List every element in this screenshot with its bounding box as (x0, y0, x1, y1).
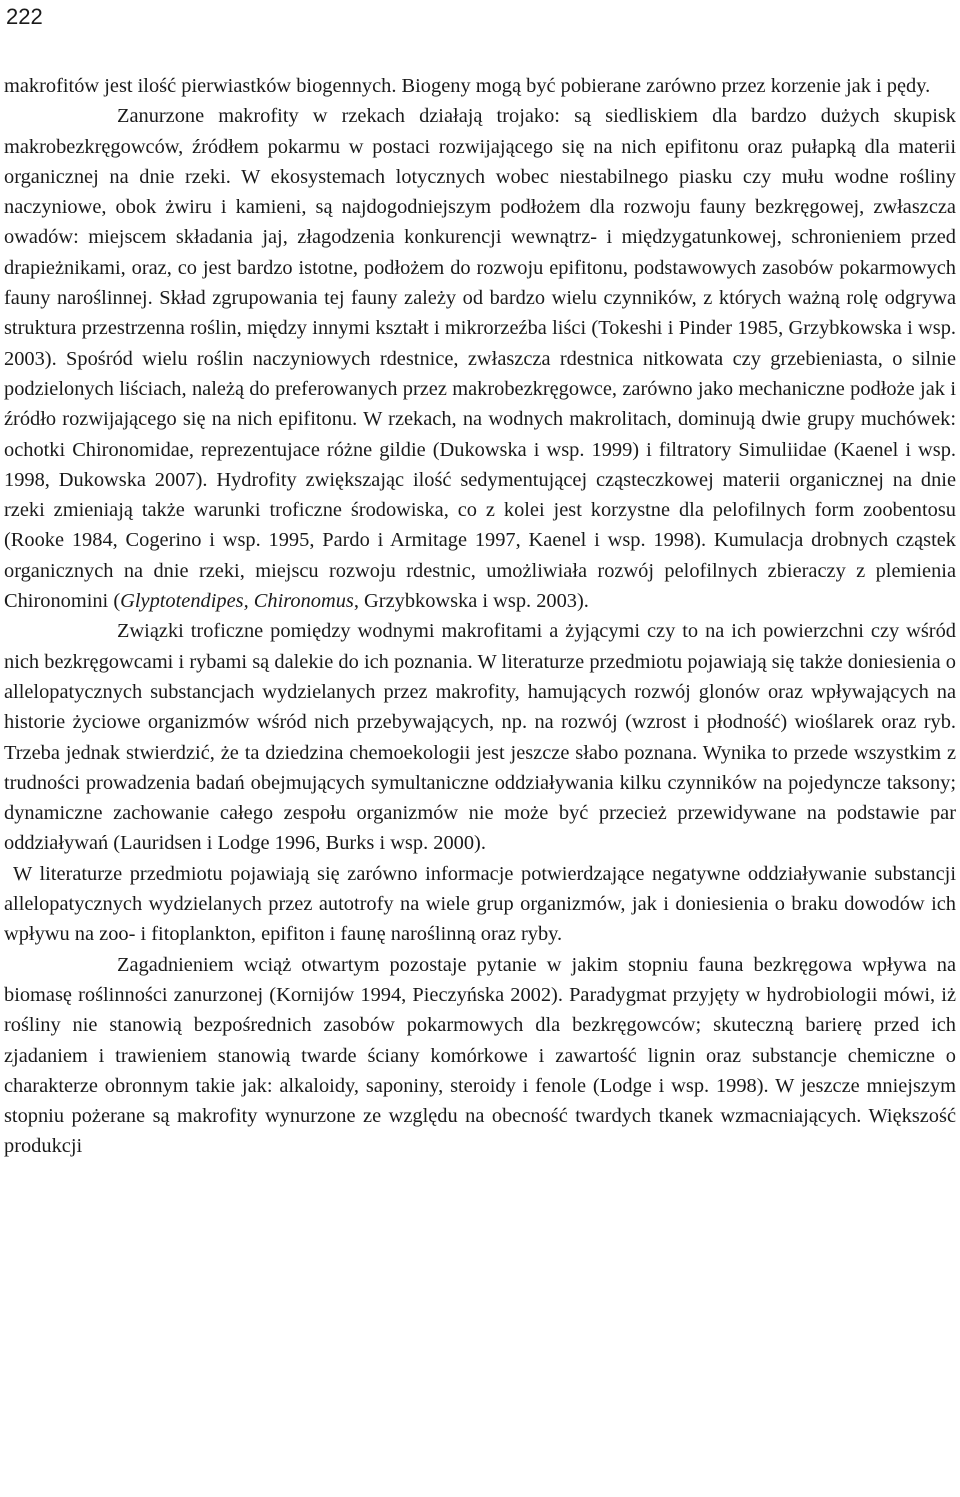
paragraph-2-text: Zanurzone makrofity w rzekach działają trojako: są siedliskiem dla bardzo dużych skupisk makrobezkręgowców, źródłem pokarmu w postaci rozwijającego się na nich epifitonu oraz pułapką dla materii organicznej na dnie rzeki. W ekosystemach lotycznych wobec niestabilnego piasku czy mułu wodne rośliny naczyniowe, obok żwiru i kamieni, są najdogodniejszym podłożem dla rozwoju fauny bezkręgowej, zwłaszcza owadów: miejscem składania jaj, złagodzenia konkurencji wewnątrz- i międzygatunkowej, schronieniem przed drapieżnikami, oraz, co jest bardzo istotne, podłożem do rozwoju epifitonu, podstawowych zasobów pokarmowych fauny naroślinnej. Skład zgrupowania tej fauny zależy od bardzo wielu czynników, z których ważną rolę odgrywa struktura przestrzenna roślin, między innymi kształt i mikrorzeźba liści (Tokeshi i Pinder 1985, Grzybkowska i wsp. 2003). Spośród wielu roślin naczyniowych rdestnice, zwłaszcza rdestnica nitkowata czy grzebieniasta, o silnie podzielonych liściach, należą do preferowanych przez makrobezkręgowce, zarówno jako mechaniczne podłoże jak i źródło rozwijającego się na nich epifitonu. W rzekach, na wodnych makrolitach, dominują dwie grupy muchówek: ochotki Chironomidae, reprezentujace różne gildie (Dukowska i wsp. 1999) i filtratory Simuliidae (Kaenel i wsp. 1998, Dukowska 2007). Hydrofity zwiększając ilość sedymentującej cząsteczkowej materii organicznej na dnie rzeki zmieniają także warunki troficzne środowiska, co z kolei jest korzystne dla pelofilnych form zoobentosu (Rooke 1984, Cogerino i wsp. 1995, Pardo i Armitage 1997, Kaenel i wsp. 1998). Kumulacja drobnych cząstek organicznych na dnie rzeki, miejscu rozwoju rdestnic, umożliwiała rozwój pelofilnych zbieraczy z plemienia Chironomini ( (4, 105, 956, 613)
paragraph-1: makrofitów jest ilość pierwiastków biogennych. Biogeny mogą być pobierane zarówno przez korzenie jak i pędy. (4, 75, 931, 97)
paragraph-4: W literaturze przedmiotu pojawiają się zarówno informacje potwierdzające negatywne oddziaływanie substancji allelopatycznych wydzielanych przez autotrofy na wiele grup organizmów, jak i doniesienia o braku dowodów ich wpływu na zoo- i fitoplankton, epifiton i faunę naroślinną oraz ryby. (4, 862, 956, 946)
page-number: 222 (6, 4, 43, 29)
paragraph-2-citation-tail: , Grzybkowska i wsp. 2003). (353, 590, 589, 613)
document-body (4, 71, 956, 1162)
paragraph-2 (4, 101, 956, 616)
paragraph-5: Zagadnieniem wciąż otwartym pozostaje pytanie w jakim stopniu fauna bezkręgowa wpływa na biomasę roślinności zanurzonej (Kornijów 1994, Pieczyńska 2002). Paradygmat przyjęty w hydrobiologii mówi, iż rośliny nie stanowią bezpośrednich zasobów pokarmowych dla bezkręgowców; skuteczną barierę przed ich zjadaniem i trawieniem stanowią twarde ściany komórkowe i zawartość lignin oraz substancje chemiczne o charakterze obronnym takie jak: alkaloidy, saponiny, steroidy i fenole (Lodge i wsp. 1998). W jeszcze mniejszym stopniu pożerane są makrofity wynurzone ze względu na obecność twardych tkanek wzmacniających. Większość produkcji (4, 953, 956, 1158)
paragraph-3: Związki troficzne pomiędzy wodnymi makrofitami a żyjącymi czy to na ich powierzchni czy wśród nich bezkręgowcami i rybami są dalekie do ich poznania. W literaturze przedmiotu pojawiają się także doniesienia o allelopatycznych substancjach wydzielanych przez makrofity, hamujących rozwój glonów oraz wpływających na historie życiowe organizmów wśród nich przebywających, np. na rozwój (wzrost i płodność) wioślarek oraz ryb. Trzeba jednak stwierdzić, że ta dziedzina chemoekologii jest jeszcze słabo poznana. Wynika to przede wszystkim z trudności prowadzenia badań obejmujących symultaniczne oddziaływania kilku czynników na pojedyncze taksony; dynamiczne zachowanie całego zespołu organizmów nie może być przecież przewidywane na podstawie par oddziaływań (Lauridsen i Lodge 1996, Burks i wsp. 2000). (4, 620, 956, 855)
paragraph-2-taxa-italic: Glyptotendipes, Chironomus (120, 590, 354, 613)
